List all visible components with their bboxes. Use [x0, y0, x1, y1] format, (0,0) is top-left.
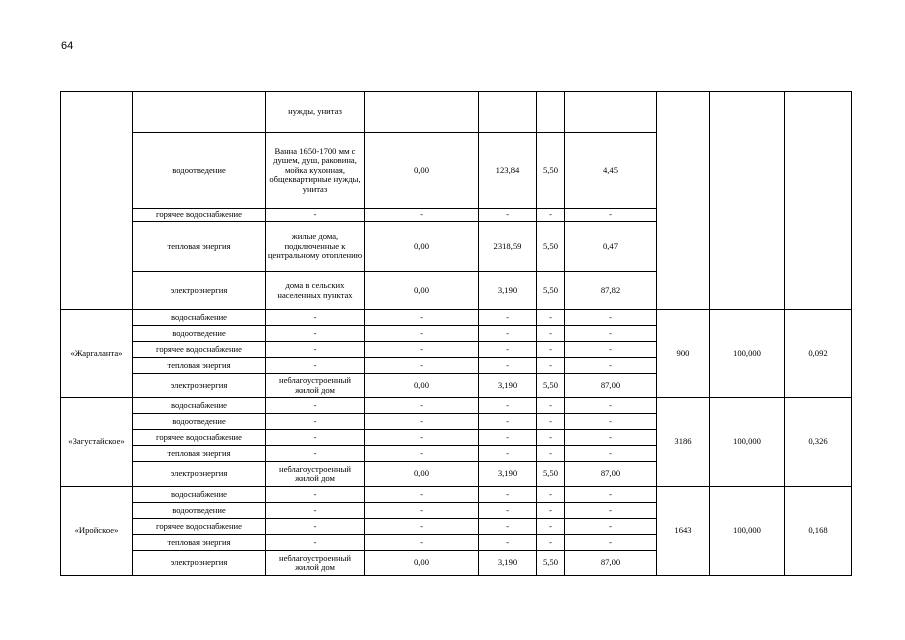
value-cell: - [565, 519, 657, 535]
description-cell: - [266, 503, 365, 519]
share-cell [785, 92, 852, 310]
description-cell: Ванна 1650-1700 мм с душем, душ, раковина, мойка кухонная, общеквартирные нужды, унитаз [266, 133, 365, 209]
description-cell: дома в сельских населенных пунктах [266, 272, 365, 310]
value-cell: - [565, 358, 657, 374]
value-cell: 3,190 [479, 551, 537, 576]
description-cell: - [266, 535, 365, 551]
value-cell [479, 92, 537, 133]
value-cell: - [537, 519, 565, 535]
service-cell: водоотведение [133, 133, 266, 209]
value-cell: 0,00 [365, 374, 479, 398]
description-cell: - [266, 398, 365, 414]
service-cell: горячее водоснабжение [133, 519, 266, 535]
value-cell: - [479, 342, 537, 358]
value-cell: - [537, 535, 565, 551]
value-cell: 5,50 [537, 222, 565, 272]
population-cell: 3186 [657, 398, 710, 487]
value-cell: - [565, 446, 657, 462]
description-cell: - [266, 519, 365, 535]
value-cell: - [479, 430, 537, 446]
value-cell: - [479, 358, 537, 374]
value-cell: - [537, 487, 565, 503]
service-cell: водоотведение [133, 326, 266, 342]
value-cell: 3,190 [479, 272, 537, 310]
service-cell: электроэнергия [133, 462, 266, 487]
service-cell: тепловая энергия [133, 446, 266, 462]
table-row [61, 487, 852, 503]
value-cell: - [537, 398, 565, 414]
value-cell: - [365, 446, 479, 462]
value-cell: - [537, 209, 565, 222]
value-cell: - [565, 209, 657, 222]
value-cell: 87,00 [565, 374, 657, 398]
value-cell: 5,50 [537, 374, 565, 398]
description-cell: - [266, 414, 365, 430]
description-cell: - [266, 209, 365, 222]
table-body [61, 92, 852, 576]
value-cell: - [565, 398, 657, 414]
value-cell: - [479, 487, 537, 503]
value-cell: - [565, 503, 657, 519]
value-cell [365, 92, 479, 133]
value-cell: - [565, 414, 657, 430]
value-cell: - [479, 209, 537, 222]
percent-cell [710, 92, 785, 310]
table-row [61, 398, 852, 414]
settlement-name-cell: «Иройское» [61, 487, 133, 576]
value-cell: - [365, 503, 479, 519]
service-cell: тепловая энергия [133, 222, 266, 272]
service-cell: электроэнергия [133, 272, 266, 310]
value-cell: - [365, 414, 479, 430]
value-cell: - [365, 209, 479, 222]
service-cell: тепловая энергия [133, 535, 266, 551]
value-cell: - [537, 430, 565, 446]
value-cell: 0,00 [365, 133, 479, 209]
description-cell: - [266, 342, 365, 358]
percent-cell: 100,000 [710, 310, 785, 398]
service-cell: водоснабжение [133, 310, 266, 326]
value-cell: 0,00 [365, 222, 479, 272]
service-cell: горячее водоснабжение [133, 209, 266, 222]
description-cell: нужды, унитаз [266, 92, 365, 133]
value-cell: - [537, 503, 565, 519]
tariff-table [60, 91, 852, 576]
value-cell: 87,00 [565, 462, 657, 487]
value-cell: - [479, 398, 537, 414]
value-cell [565, 92, 657, 133]
value-cell: - [479, 446, 537, 462]
description-cell: неблагоустроенный жилой дом [266, 374, 365, 398]
description-cell: неблагоустроенный жилой дом [266, 462, 365, 487]
table-row [61, 92, 852, 133]
description-cell: неблагоустроенный жилой дом [266, 551, 365, 576]
value-cell: 123,84 [479, 133, 537, 209]
service-cell: водоснабжение [133, 487, 266, 503]
description-cell: - [266, 446, 365, 462]
service-cell: горячее водоснабжение [133, 342, 266, 358]
value-cell: - [565, 310, 657, 326]
percent-cell: 100,000 [710, 398, 785, 487]
population-cell: 900 [657, 310, 710, 398]
value-cell: - [365, 310, 479, 326]
service-cell: электроэнергия [133, 374, 266, 398]
share-cell: 0,092 [785, 310, 852, 398]
page-number: 64 [61, 40, 74, 52]
description-cell: - [266, 326, 365, 342]
value-cell: 5,50 [537, 462, 565, 487]
value-cell: - [565, 487, 657, 503]
value-cell: - [537, 446, 565, 462]
value-cell: - [365, 326, 479, 342]
value-cell: - [537, 310, 565, 326]
value-cell: - [365, 398, 479, 414]
service-cell: горячее водоснабжение [133, 430, 266, 446]
value-cell: - [565, 535, 657, 551]
value-cell: 87,82 [565, 272, 657, 310]
service-cell: водоотведение [133, 503, 266, 519]
service-cell [133, 92, 266, 133]
value-cell: - [537, 326, 565, 342]
value-cell: - [365, 358, 479, 374]
value-cell: - [565, 326, 657, 342]
value-cell: 5,50 [537, 133, 565, 209]
value-cell: 5,50 [537, 551, 565, 576]
value-cell: 0,00 [365, 272, 479, 310]
share-cell: 0,326 [785, 398, 852, 487]
value-cell: - [479, 519, 537, 535]
value-cell: - [365, 430, 479, 446]
value-cell: - [365, 519, 479, 535]
population-cell: 1643 [657, 487, 710, 576]
value-cell: 87,00 [565, 551, 657, 576]
value-cell: 0,47 [565, 222, 657, 272]
value-cell: - [365, 535, 479, 551]
value-cell: 2318,59 [479, 222, 537, 272]
service-cell: тепловая энергия [133, 358, 266, 374]
settlement-name-cell: «Жаргаланта» [61, 310, 133, 398]
description-cell: - [266, 310, 365, 326]
settlement-name-cell: «Загустайское» [61, 398, 133, 487]
value-cell: - [537, 342, 565, 358]
value-cell: - [537, 358, 565, 374]
description-cell: жилые дома, подключенные к центральному отоплению [266, 222, 365, 272]
value-cell: - [479, 503, 537, 519]
value-cell: - [479, 326, 537, 342]
value-cell: 3,190 [479, 374, 537, 398]
service-cell: водоотведение [133, 414, 266, 430]
value-cell: 3,190 [479, 462, 537, 487]
value-cell: - [365, 487, 479, 503]
percent-cell: 100,000 [710, 487, 785, 576]
value-cell: 5,50 [537, 272, 565, 310]
share-cell: 0,168 [785, 487, 852, 576]
population-cell [657, 92, 710, 310]
value-cell [537, 92, 565, 133]
value-cell: 0,00 [365, 551, 479, 576]
description-cell: - [266, 358, 365, 374]
value-cell: - [479, 310, 537, 326]
value-cell: - [365, 342, 479, 358]
value-cell: 0,00 [365, 462, 479, 487]
description-cell: - [266, 487, 365, 503]
description-cell: - [266, 430, 365, 446]
value-cell: - [565, 342, 657, 358]
value-cell: - [479, 535, 537, 551]
value-cell: - [565, 430, 657, 446]
settlement-name-cell [61, 92, 133, 310]
value-cell: - [537, 414, 565, 430]
service-cell: водоснабжение [133, 398, 266, 414]
service-cell: электроэнергия [133, 551, 266, 576]
value-cell: - [479, 414, 537, 430]
table-row [61, 310, 852, 326]
value-cell: 4,45 [565, 133, 657, 209]
